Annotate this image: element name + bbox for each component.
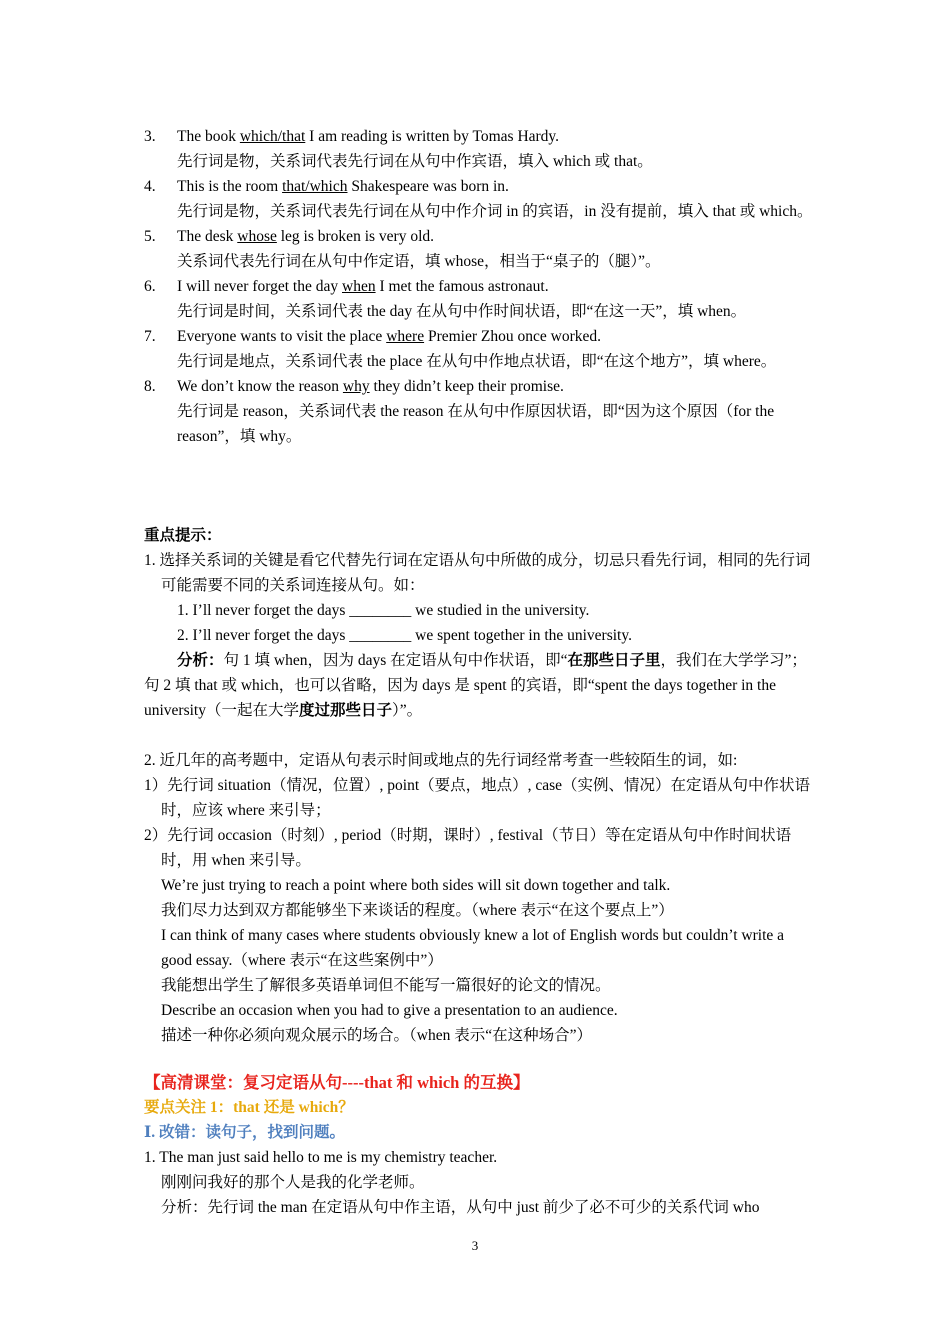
- section-subheading: Ⅰ. 改错：读句子，找到问题。: [144, 1124, 346, 1141]
- example-chinese: 描述一种你必须向观众展示的场合。（when 表示“在这种场合”）: [161, 1027, 592, 1044]
- tip-subpoint: 2）先行词 occasion（时刻）, period（时期，课时）, festival（节日）等在定语从句中作时间状语时，用 when 来引导。: [144, 827, 792, 869]
- example-sentence: 2. I’ll never forget the days ________ we spent together in the university.: [177, 627, 632, 644]
- example-chinese: 我能想出学生了解很多英语单词但不能写一篇很好的论文的情况。: [161, 977, 611, 994]
- answer-item: [144, 124, 816, 174]
- example-sentence: Everyone wants to visit the place where Premier Zhou once worked.: [177, 328, 601, 345]
- key-tips-section: [144, 523, 816, 1048]
- lesson-title: 【高清课堂：复习定语从句----that 和 which 的互换】: [144, 1073, 530, 1092]
- item-number: 6.: [144, 278, 156, 295]
- item-number: 8.: [144, 378, 156, 395]
- answer-item: [144, 224, 816, 274]
- answer-word: which/that: [239, 128, 306, 145]
- explanation: 先行词是 reason，关系词代表 the reason 在从句中作原因状语，即“因为这个原因（for the reason”，填 why。: [177, 403, 775, 445]
- analysis-paragraph: 分析：句 1 填 when，因为 days 在定语从句中作状语，即“在那些日子里，我们在大学学习”；句 2 填 that 或 which，也可以省略，因为 days 是 spent 的宾语，即“spent the days together in the university（一起在大学度过那些日子）”。: [144, 652, 807, 719]
- answer-word: why: [342, 378, 370, 395]
- tip-paragraph: 1. 选择关系词的关键是看它代替先行词在定语从句中所做的成分，切忌只看先行词，相同的先行词可能需要不同的关系词连接从句。如：: [144, 552, 811, 594]
- example-sentence: The desk whose leg is broken is very old.: [177, 228, 435, 245]
- answer-item: [144, 374, 816, 449]
- item-number: 7.: [144, 328, 156, 345]
- explanation: 关系词代表先行词在从句中作定语，填 whose，相当于“桌子的（腿）”。: [177, 253, 661, 270]
- page-number: 3: [471, 1238, 479, 1253]
- answer-word: that/which: [282, 178, 348, 195]
- item-number: 4.: [144, 178, 156, 195]
- exercise-answers: [144, 124, 816, 449]
- example-sentence: This is the room that/which Shakespeare was born in.: [177, 178, 509, 195]
- question-sentence: 1. The man just said hello to me is my chemistry teacher.: [144, 1149, 498, 1166]
- item-number: 3.: [144, 128, 156, 145]
- example-sentence: I will never forget the day when I met the famous astronaut.: [177, 278, 549, 295]
- question-analysis: 分析：先行词 the man 在定语从句中作主语，从句中 just 前少了必不可少的关系代词 who: [161, 1199, 760, 1216]
- example-english: Describe an occasion when you had to give a presentation to an audience.: [161, 1002, 618, 1019]
- answer-item: [144, 174, 816, 224]
- tip-subpoint: 1）先行词 situation（情况，位置）, point（要点，地点）, case（实例、情况）在定语从句中作状语时，应该 where 来引导；: [144, 777, 811, 819]
- answer-item: [144, 274, 816, 324]
- answer-word: where: [386, 328, 425, 345]
- tip-paragraph: 2. 近几年的高考题中，定语从句表示时间或地点的先行词经常考查一些较陌生的词，如:: [144, 752, 738, 769]
- answer-item: [144, 324, 816, 374]
- example-english: We’re just trying to reach a point where both sides will sit down together and talk.: [161, 877, 671, 894]
- example-chinese: 我们尽力达到双方都能够坐下来谈话的程度。（where 表示“在这个要点上”）: [161, 902, 674, 919]
- example-sentence: 1. I’ll never forget the days ________ we studied in the university.: [177, 602, 590, 619]
- section-heading: 重点提示：: [144, 527, 222, 544]
- example-english: I can think of many cases where students obviously knew a lot of English words but couldn’t write a good essay.（where 表示“在这些案例中”）: [161, 927, 785, 969]
- question-translation: 刚刚问我好的那个人是我的化学老师。: [161, 1174, 425, 1191]
- explanation: 先行词是物，关系词代表先行词在从句中作介词 in 的宾语，in 没有提前，填入 that 或 which。: [177, 203, 813, 220]
- lesson-section: [144, 1070, 816, 1220]
- explanation: 先行词是地点，关系词代表 the place 在从句中作地点状语，即“在这个地方”，填 where。: [177, 353, 777, 370]
- example-sentence: The book which/that I am reading is written by Tomas Hardy.: [177, 128, 560, 145]
- answer-word: when: [342, 278, 376, 295]
- answer-word: whose: [237, 228, 277, 245]
- explanation: 先行词是物，关系词代表先行词在从句中作宾语，填入 which 或 that。: [177, 153, 653, 170]
- focus-heading: 要点关注 1：that 还是 which？: [144, 1099, 354, 1116]
- explanation: 先行词是时间，关系词代表 the day 在从句中作时间状语，即“在这一天”，填 when。: [177, 303, 747, 320]
- example-sentence: We don’t know the reason why they didn’t keep their promise.: [177, 378, 564, 395]
- item-number: 5.: [144, 228, 156, 245]
- analysis-label: 分析：: [177, 652, 224, 669]
